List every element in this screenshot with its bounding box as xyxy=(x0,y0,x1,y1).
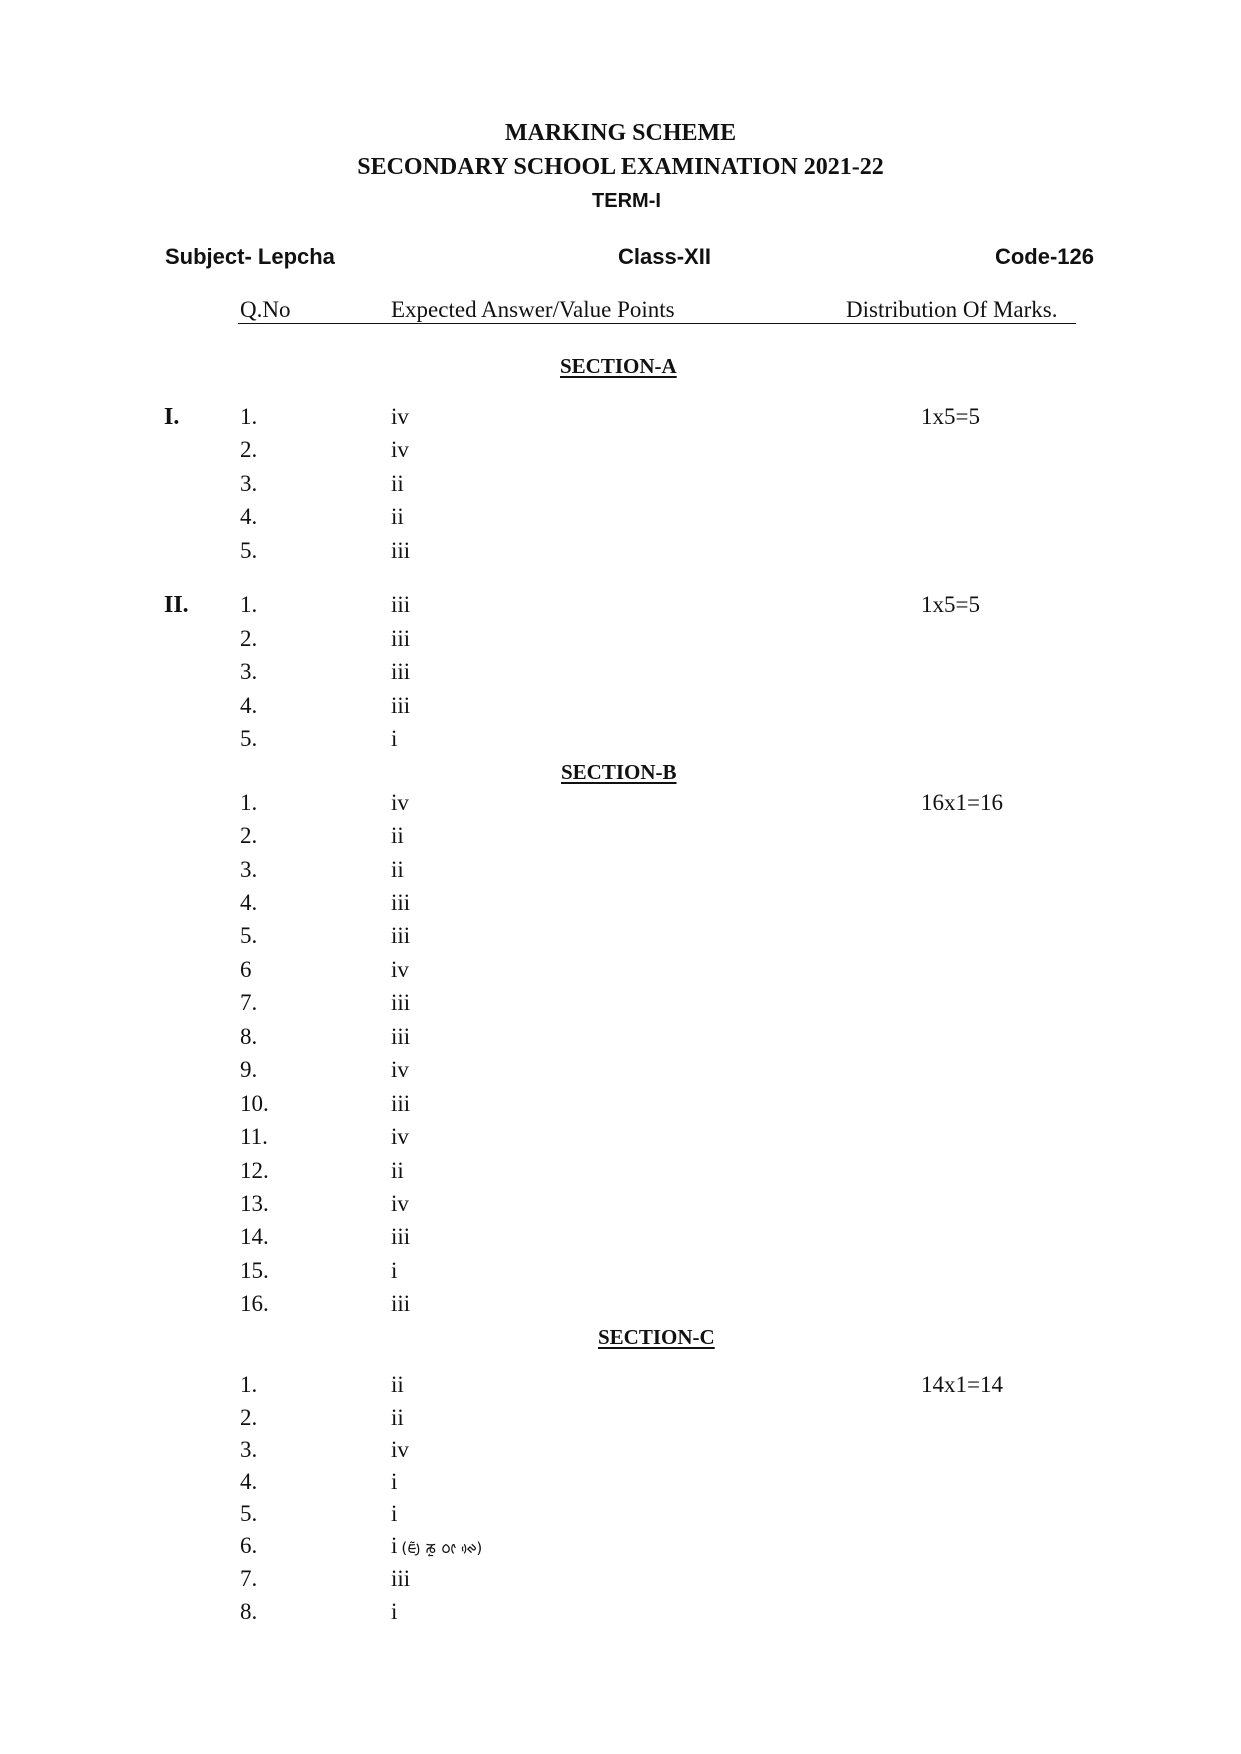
subject-label: Subject- Lepcha xyxy=(165,244,335,269)
answer: iii xyxy=(391,890,411,915)
answer: ii xyxy=(391,504,404,529)
lepcha-script-note: (ᰀᰪᰶ ᰕᰬ ᰓᰦ ᰊᰴ) xyxy=(401,1539,483,1557)
question-number: 14. xyxy=(240,1224,269,1249)
question-number: 4. xyxy=(240,1469,258,1494)
part-ii-marks: 1x5=5 xyxy=(921,592,980,617)
part-ii-label: II. xyxy=(164,592,189,618)
question-number: 6. xyxy=(240,1533,258,1558)
column-header-marks: Distribution Of Marks. xyxy=(846,297,1058,322)
answer: iii xyxy=(391,538,411,563)
question-number: 12. xyxy=(240,1158,269,1183)
question-number: 16. xyxy=(240,1291,269,1316)
answer: ii xyxy=(391,1372,404,1397)
question-number: 15. xyxy=(240,1258,269,1283)
section-c-title: SECTION-C xyxy=(598,1325,715,1349)
answer: i xyxy=(391,1469,398,1494)
question-number: 11. xyxy=(240,1124,268,1149)
answer: iii xyxy=(391,1224,411,1249)
answer: i xyxy=(391,726,398,751)
question-number: 10. xyxy=(240,1091,269,1116)
question-number: 2. xyxy=(240,437,258,462)
answer: iii xyxy=(391,693,411,718)
section-b-title: SECTION-B xyxy=(561,760,677,784)
answer: iii xyxy=(391,1291,411,1316)
answer: i xyxy=(391,1258,398,1283)
answer: iii xyxy=(391,626,411,651)
document-title: MARKING SCHEME xyxy=(504,120,737,146)
section-b-marks: 16x1=16 xyxy=(921,790,1003,815)
part-i-label: I. xyxy=(164,404,180,430)
question-number: 5. xyxy=(240,726,258,751)
answer: ii xyxy=(391,1405,404,1430)
answer: iv xyxy=(391,1057,409,1082)
question-number: 2. xyxy=(240,823,258,848)
answer: ii xyxy=(391,857,404,882)
question-number: 9. xyxy=(240,1057,258,1082)
answer: iv xyxy=(391,1437,409,1462)
answer: i xyxy=(391,1501,398,1526)
question-number: 1. xyxy=(240,592,258,617)
answer: iii xyxy=(391,1091,411,1116)
answer: iii xyxy=(391,1024,411,1049)
answer: iv xyxy=(391,1124,409,1149)
answer-with-note xyxy=(391,1533,482,1560)
question-number: 1. xyxy=(240,404,258,429)
answer: i xyxy=(391,1599,398,1624)
header-underline xyxy=(238,323,1076,324)
answer: iv xyxy=(391,1191,409,1216)
question-number: 3. xyxy=(240,1437,258,1462)
answer: iv xyxy=(391,437,409,462)
exam-title: SECONDARY SCHOOL EXAMINATION 2021-22 xyxy=(357,154,884,180)
column-header-answer: Expected Answer/Value Points xyxy=(391,297,675,322)
question-number: 4. xyxy=(240,504,258,529)
answer: ii xyxy=(391,823,404,848)
question-number: 2. xyxy=(240,626,258,651)
section-a-title: SECTION-A xyxy=(560,354,677,378)
answer: iii xyxy=(391,923,411,948)
answer: iv xyxy=(391,404,409,429)
code-label: Code-126 xyxy=(994,244,1094,269)
answer: iii xyxy=(391,659,411,684)
part-i-marks: 1x5=5 xyxy=(921,404,980,429)
term-label: TERM-I xyxy=(592,190,661,212)
question-number: 1. xyxy=(240,790,258,815)
question-number: 6 xyxy=(240,957,252,982)
question-number: 5. xyxy=(240,1501,258,1526)
section-c-marks: 14x1=14 xyxy=(921,1372,1003,1397)
question-number: 5. xyxy=(240,538,258,563)
answer: i xyxy=(391,1533,398,1558)
question-number: 13. xyxy=(240,1191,269,1216)
answer: iii xyxy=(391,990,411,1015)
question-number: 3. xyxy=(240,471,258,496)
question-number: 8. xyxy=(240,1599,258,1624)
question-number: 2. xyxy=(240,1405,258,1430)
column-header-qno: Q.No xyxy=(240,297,291,322)
answer: iv xyxy=(391,790,409,815)
question-number: 1. xyxy=(240,1372,258,1397)
question-number: 7. xyxy=(240,1566,258,1591)
question-number: 3. xyxy=(240,857,258,882)
question-number: 5. xyxy=(240,923,258,948)
question-number: 7. xyxy=(240,990,258,1015)
question-number: 4. xyxy=(240,890,258,915)
question-number: 3. xyxy=(240,659,258,684)
class-label: Class-XII xyxy=(618,244,711,269)
answer: ii xyxy=(391,1158,404,1183)
question-number: 4. xyxy=(240,693,258,718)
question-number: 8. xyxy=(240,1024,258,1049)
answer: iii xyxy=(391,592,411,617)
answer: ii xyxy=(391,471,404,496)
answer: iii xyxy=(391,1566,411,1591)
answer: iv xyxy=(391,957,409,982)
